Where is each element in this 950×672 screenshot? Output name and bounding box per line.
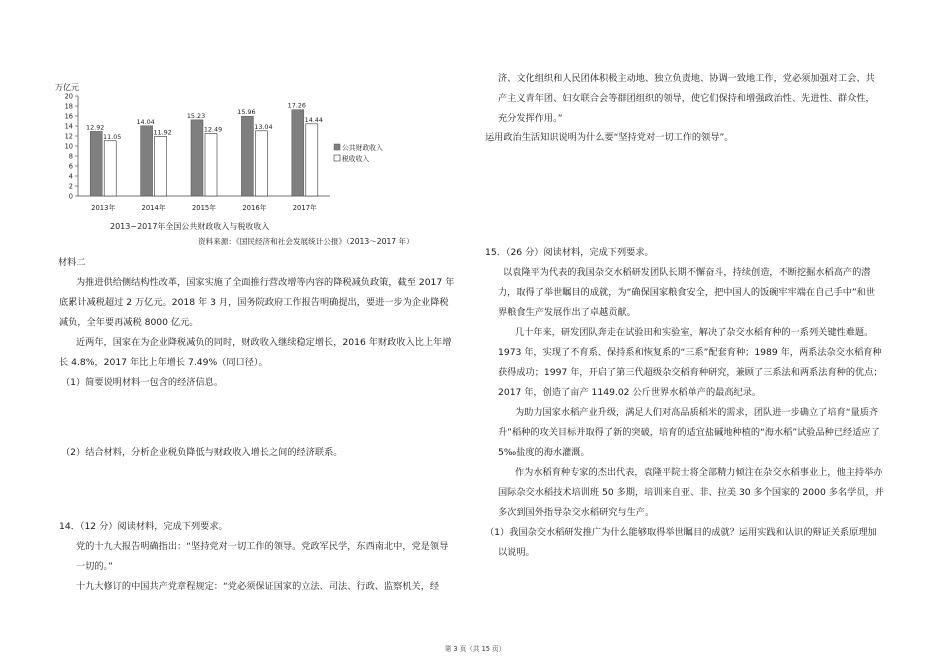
question-15-line: 几十年来，研发团队奔走在试验田和实验室，解决了杂交水稻育种的一系列关键性难题。 <box>515 327 874 338</box>
question-15-line: 国际杂交水稻技术培训班 50 多期，培训来自亚、非、拉美 30 多个国家的 2000 多名学员，并 <box>498 487 884 498</box>
question-14-title: 14．（12 分）阅读材料，完成下列要求。 <box>59 521 228 532</box>
question-15-title: 15．（26 分）阅读材料，完成下列要求。 <box>485 247 654 258</box>
bar-value-label: 15.23 <box>186 111 206 120</box>
bar-tax-revenue <box>155 136 167 196</box>
x-category-label: 2015年 <box>191 204 217 212</box>
y-tick-label: 6 <box>68 162 73 171</box>
y-tick-label: 10 <box>64 142 73 151</box>
material-two-line: 为推进供给侧结构性改革，国家实施了全面推行营改增等内容的降税减负政策，截至 2017 年 <box>76 277 455 288</box>
chart-source: 资料来源：《国民经济和社会发展统计公报》（2013～2017 年） <box>198 237 414 246</box>
legend-label-public-revenue: 公共财政收入 <box>342 144 383 152</box>
x-category-label: 2013年 <box>91 204 116 212</box>
question-15-line: 以袁隆平为代表的我国杂交水稻研发团队长期不懈奋斗，持续创造，不断挖掘水稻高产的潜 <box>503 267 871 278</box>
question-14-line: 党的十九大报告明确指出：“坚持党对一切工作的领导。党政军民学，东西南北中，党是领导 <box>76 541 449 552</box>
material-two-line: 底累计减税超过 2 万亿元。2018 年 3 月，国务院政府工作报告明确提出，要进一步为企业降税 <box>59 297 449 308</box>
y-tick-label: 14 <box>64 122 73 131</box>
y-tick-label: 0 <box>68 192 73 201</box>
bar-group <box>86 102 323 212</box>
page-footer: 第 3 页（共 15 页） <box>444 645 506 653</box>
chart-unit-label: 万亿元 <box>55 83 79 92</box>
bar-tax-revenue <box>306 124 318 196</box>
y-tick-label: 2 <box>68 182 73 191</box>
bar-value-label: 12.92 <box>86 123 105 132</box>
bar-value-label: 15.96 <box>237 108 256 117</box>
x-category-label: 2017年 <box>292 204 317 212</box>
y-tick-group <box>65 92 78 200</box>
chart-legend <box>334 143 383 163</box>
bar-public-revenue <box>90 131 102 196</box>
material-two-line: 减负，全年要再减税 8000 亿元。 <box>59 317 199 328</box>
question-14-line: 一切的。” <box>76 561 113 572</box>
bar-value-label: 14.44 <box>304 115 323 124</box>
y-tick-label: 18 <box>64 102 73 111</box>
legend-swatch-public-revenue <box>334 144 340 150</box>
bar-value-label: 13.04 <box>254 122 273 131</box>
bar-tax-revenue <box>205 134 217 196</box>
y-tick-label: 12 <box>64 132 73 141</box>
question-14-prompt: 运用政治生活知识说明为什么要“坚持党对一切工作的领导”。 <box>485 132 734 143</box>
question-15-line: 多次到国外指导杂交水稻研究与生产。 <box>498 507 655 518</box>
y-tick-label: 8 <box>68 152 73 161</box>
question-15-line: 5‰盐度的海水灌溉。 <box>498 447 590 458</box>
question-15-line: 升”稻种的攻关目标并取得了新的突破，培育的适宜盐碱地种植的“海水稻”试验品种已经适应了 <box>498 427 880 438</box>
bar-value-label: 11.92 <box>153 128 172 137</box>
question-15-line: 作为水稻育种专家的杰出代表，袁隆平院士将全部精力倾注在杂交水稻事业上，他主持举办 <box>515 467 883 478</box>
question-13-2: （2）结合材料，分析企业税负降低与财政收入增长之间的经济联系。 <box>61 447 343 458</box>
legend-swatch-tax-revenue <box>334 155 340 161</box>
question-14-cont-line: 济、文化组织和人民团体积极主动地、独立负责地、协调一致地工作，党必须加强对工会、共 <box>498 73 875 84</box>
question-15-line: 1973 年，实现了不育系、保持系和恢复系的“三系”配套育种；1989 年，两系法杂交水稻育种 <box>498 347 882 358</box>
bar-value-label: 14.04 <box>136 117 155 126</box>
y-tick-label: 4 <box>68 172 73 181</box>
bar-value-label: 12.49 <box>203 125 223 134</box>
bar-chart <box>0 0 475 235</box>
x-category-label: 2014年 <box>141 204 166 212</box>
y-tick-label: 20 <box>64 92 73 101</box>
question-15-sub-1: 以说明。 <box>498 547 535 558</box>
bar-public-revenue <box>292 110 304 196</box>
question-15-line: 获得成功；1997 年，开启了第三代超级杂交稻育种研究，兼顾了三系法和两系法育种的优点； <box>498 367 883 378</box>
question-15-line: 2017 年，创造了亩产 1149.02 公斤世界水稻单产的最高纪录。 <box>498 387 762 398</box>
bar-public-revenue <box>191 120 203 196</box>
question-15-sub-1: （1）我国杂交水稻研发推广为什么能够取得举世瞩目的成就？运用实践和认识的辩证关系原理加 <box>485 527 877 538</box>
x-category-label: 2016年 <box>242 204 267 212</box>
bar-public-revenue <box>241 116 253 196</box>
legend-label-tax-revenue: 税收收入 <box>342 155 370 163</box>
question-15-line: 界粮食生产发展作出了卓越贡献。 <box>498 307 636 318</box>
chart-caption: 2013~2017年全国公共财政收入与税收收入 <box>110 222 270 231</box>
y-tick-label: 16 <box>64 112 73 121</box>
material-two-line: 长 4.8%，2017 年比上年增长 7.49%（同口径）。 <box>59 357 268 368</box>
bar-tax-revenue <box>104 141 116 196</box>
question-13-1: （1）简要说明材料一包含的经济信息。 <box>61 377 224 388</box>
question-14-cont-line: 产主义青年团、妇女联合会等群团组织的领导，使它们保持和增强政治性、先进性、群众性， <box>498 93 875 104</box>
bar-tax-revenue <box>255 131 267 196</box>
material-two-line: 近两年，国家在为企业降税减负的同时，财政收入继续稳定增长，2016 年财政收入比上年增 <box>76 337 452 348</box>
question-15-line: 力，取得了举世瞩目的成就，为“确保国家粮食安全，把中国人的饭碗牢牢端在自己手中”和世 <box>498 287 876 298</box>
question-14-cont-line: 充分发挥作用。” <box>498 113 563 124</box>
bar-public-revenue <box>141 126 153 196</box>
bar-value-label: 17.26 <box>287 101 306 110</box>
question-14-line: 十九大修订的中国共产党章程规定：“党必须保证国家的立法、司法、行政、监察机关，经 <box>76 581 440 592</box>
material-two-heading: 材料二 <box>58 257 86 268</box>
bar-value-label: 11.05 <box>103 132 122 141</box>
question-15-line: 为助力国家水稻产业升级，满足人们对高品质稻米的需求，团队进一步确立了培育“量质齐 <box>515 407 879 418</box>
